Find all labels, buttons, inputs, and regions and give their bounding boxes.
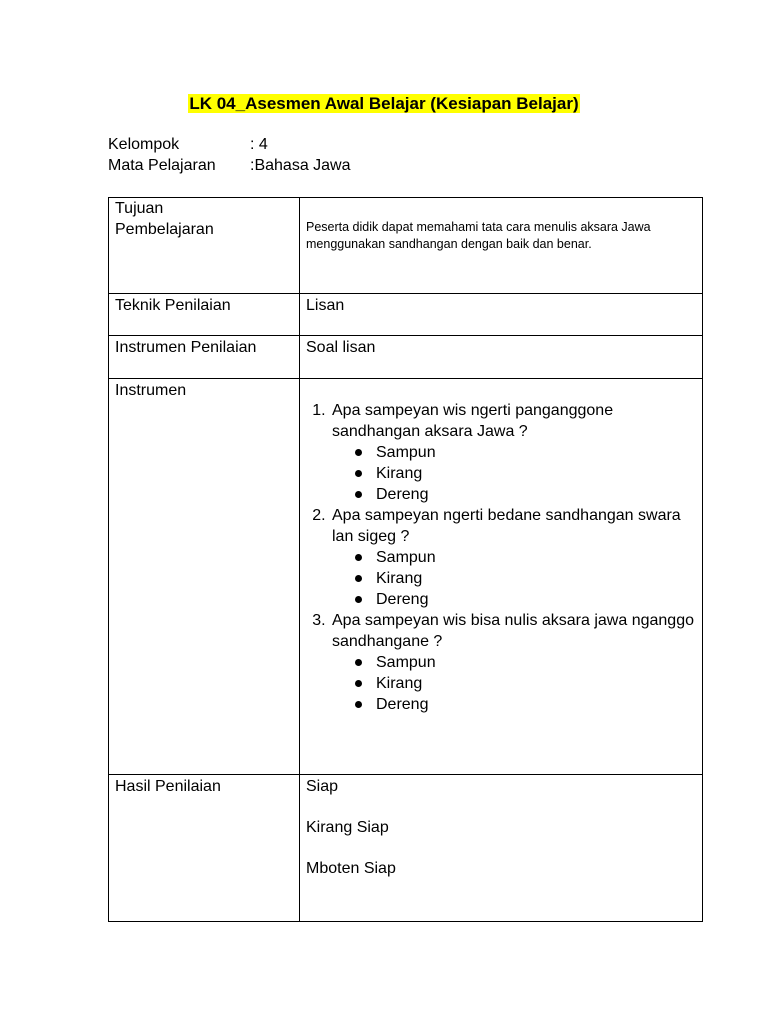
row-teknik bbox=[109, 294, 703, 336]
question-item bbox=[330, 610, 696, 715]
option-list bbox=[332, 652, 696, 715]
tujuan-label-line2: Pembelajaran bbox=[115, 221, 214, 238]
document-title bbox=[0, 92, 768, 116]
hasil-value: Siap bbox=[306, 778, 339, 795]
option-item: Dereng bbox=[376, 589, 696, 610]
row-hasil bbox=[109, 775, 703, 922]
option-item: Dereng bbox=[376, 484, 696, 505]
tujuan-value: Peserta didik dapat memahami tata cara menulis aksara Jawa menggunakan sandhangan dengan baik dan benar. bbox=[306, 220, 651, 251]
option-item: Kirang bbox=[376, 463, 696, 484]
option-list bbox=[332, 442, 696, 505]
kelompok-value: : 4 bbox=[250, 136, 268, 153]
instrumen-questions-cell bbox=[300, 379, 703, 775]
teknik-label: Teknik Penilaian bbox=[109, 294, 300, 336]
question-text: Apa sampeyan wis bisa nulis aksara jawa nganggo sandhangane ? bbox=[332, 612, 694, 650]
document-title-text: LK 04_Asesmen Awal Belajar (Kesiapan Belajar) bbox=[189, 94, 579, 113]
instrumen-penilaian-label: Instrumen Penilaian bbox=[109, 336, 300, 379]
question-list bbox=[306, 400, 696, 715]
option-item: Sampun bbox=[376, 652, 696, 673]
row-instrumen-penilaian bbox=[109, 336, 703, 379]
option-item: Sampun bbox=[376, 547, 696, 568]
tujuan-label-line1: Tujuan bbox=[115, 200, 164, 217]
option-item: Kirang bbox=[376, 568, 696, 589]
question-text: Apa sampeyan ngerti bedane sandhangan swara lan sigeg ? bbox=[332, 507, 681, 545]
tujuan-label-cell bbox=[109, 198, 300, 294]
meta-row-mapel bbox=[108, 155, 508, 176]
hasil-value: Mboten Siap bbox=[306, 860, 396, 877]
row-tujuan bbox=[109, 198, 703, 294]
mapel-value: :Bahasa Jawa bbox=[250, 157, 351, 174]
instrumen-penilaian-value: Soal lisan bbox=[300, 336, 703, 379]
assessment-table bbox=[108, 197, 703, 922]
tujuan-value-cell bbox=[300, 198, 703, 294]
option-item: Kirang bbox=[376, 673, 696, 694]
teknik-value: Lisan bbox=[300, 294, 703, 336]
option-item: Dereng bbox=[376, 694, 696, 715]
question-text: Apa sampeyan wis ngerti panganggone sandhangan aksara Jawa ? bbox=[332, 402, 614, 440]
hasil-label: Hasil Penilaian bbox=[109, 775, 300, 922]
mapel-label: Mata Pelajaran bbox=[108, 157, 216, 174]
instrumen-label: Instrumen bbox=[109, 379, 300, 775]
question-item bbox=[330, 400, 696, 505]
hasil-value: Kirang Siap bbox=[306, 819, 389, 836]
kelompok-label: Kelompok bbox=[108, 136, 180, 153]
meta-row-kelompok bbox=[108, 134, 508, 155]
hasil-values-cell bbox=[300, 775, 703, 922]
option-item: Sampun bbox=[376, 442, 696, 463]
question-item bbox=[330, 505, 696, 610]
row-instrumen bbox=[109, 379, 703, 775]
option-list bbox=[332, 547, 696, 610]
